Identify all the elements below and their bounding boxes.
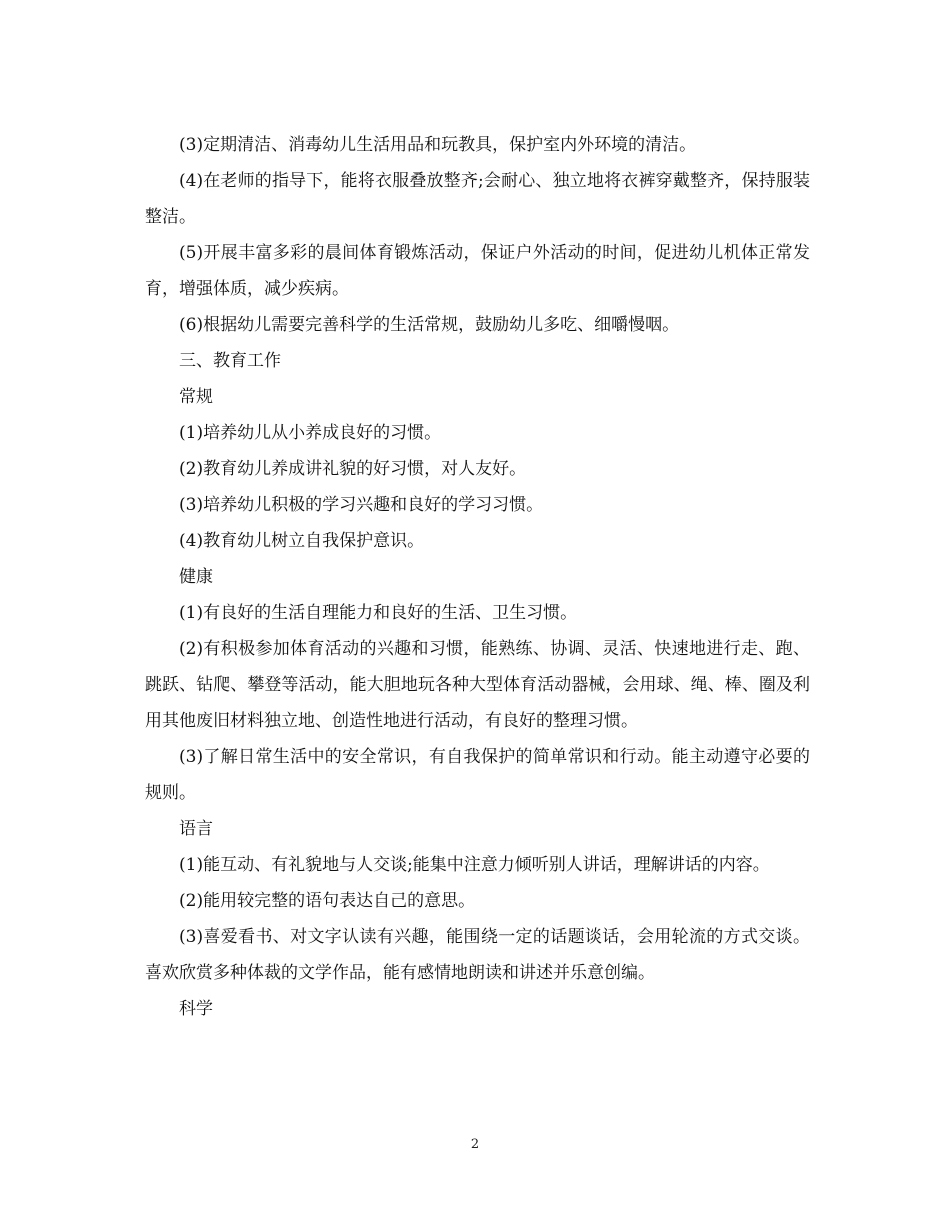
subheading-routine: 常规 [179,387,213,407]
paragraph-routine-1: (1)培养幼儿从小养成良好的习惯。 [179,423,442,443]
paragraph-care-5: (5)开展丰富多彩的晨间体育锻炼活动，保证户外活动的时间，促进幼儿机体正常发育，增强体质，减少疾病。 [145,243,810,299]
paragraph-health-3: (3)了解日常生活中的安全常识，有自我保护的简单常识和行动。能主动遵守必要的规则。 [145,747,810,803]
subheading-language: 语言 [179,819,213,839]
paragraph-routine-4: (4)教育幼儿树立自我保护意识。 [179,531,425,551]
paragraph-language-1: (1)能互动、有礼貌地与人交谈;能集中注意力倾听别人讲话，理解讲话的内容。 [179,855,770,875]
paragraph-care-3: (3)定期清洁、消毒幼儿生活用品和玩教具，保护室内外环境的清洁。 [179,135,697,155]
paragraph-routine-3: (3)培养幼儿积极的学习兴趣和良好的学习习惯。 [179,495,544,515]
section-heading-education: 三、教育工作 [179,351,281,371]
paragraph-care-4: (4)在老师的指导下，能将衣服叠放整齐;会耐心、独立地将衣裤穿戴整齐，保持服装整洁。 [145,171,810,227]
page-number: 2 [470,1137,480,1152]
document-body [145,127,810,1027]
paragraph-language-3: (3)喜爱看书、对文字认读有兴趣，能围绕一定的话题谈话，会用轮流的方式交谈。喜欢欣赏多种体裁的文学作品，能有感情地朗读和讲述并乐意创编。 [145,927,810,983]
paragraph-language-2: (2)能用较完整的语句表达自己的意思。 [179,891,476,911]
paragraph-health-2: (2)有积极参加体育活动的兴趣和习惯，能熟练、协调、灵活、快速地进行走、跑、跳跃、钻爬、攀登等活动，能大胆地玩各种大型体育活动器械，会用球、绳、棒、圈及利用其他废旧材料独立地、创造性地进行活动，有良好的整理习惯。 [145,639,810,731]
paragraph-care-6: (6)根据幼儿需要完善科学的生活常规，鼓励幼儿多吃、细嚼慢咽。 [179,315,680,335]
subheading-science: 科学 [179,999,213,1019]
paragraph-health-1: (1)有良好的生活自理能力和良好的生活、卫生习惯。 [179,603,578,623]
paragraph-routine-2: (2)教育幼儿养成讲礼貌的好习惯，对人友好。 [179,459,527,479]
subheading-health: 健康 [179,567,213,587]
